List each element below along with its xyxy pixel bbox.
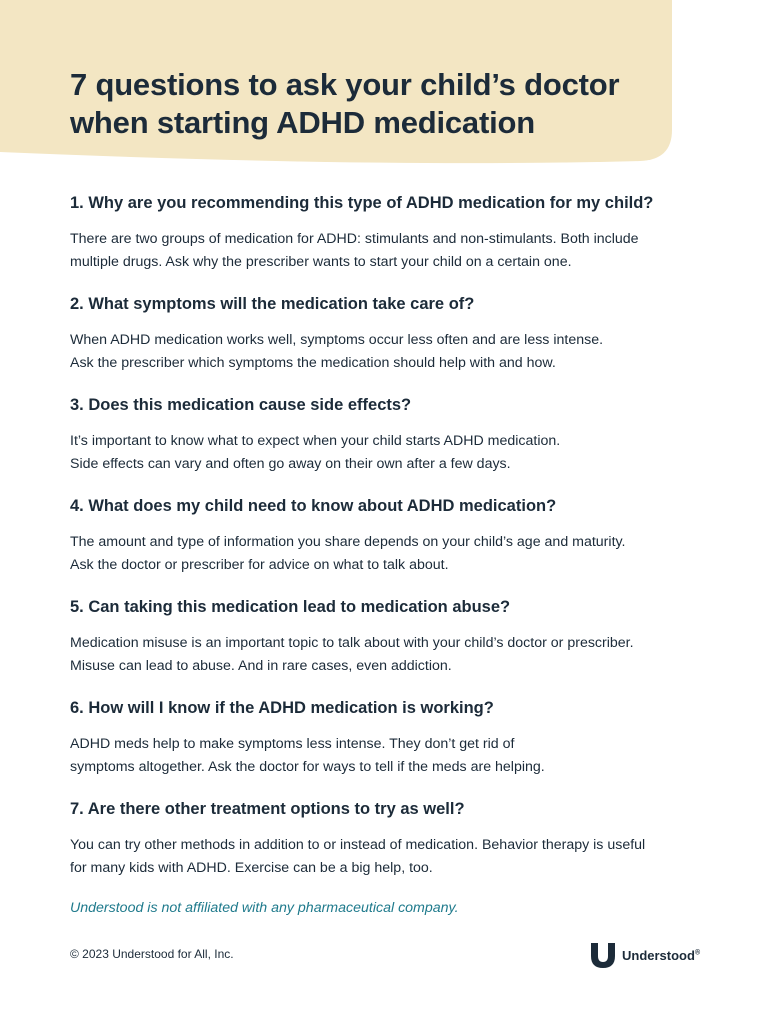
title-line-1: 7 questions to ask your child’s doctor — [70, 67, 620, 102]
answer-text: The amount and type of information you share depends on your child’s age and maturity. Ask the doctor or prescriber for advice on what to talk about. — [70, 534, 626, 573]
question-heading: 6. How will I know if the ADHD medication is working? — [70, 699, 494, 717]
understood-logo-icon — [590, 941, 616, 969]
question-heading: 7. Are there other treatment options to try as well? — [70, 800, 465, 818]
question-heading: 1. Why are you recommending this type of ADHD medication for my child? — [70, 194, 654, 212]
question-item-2 — [70, 293, 710, 394]
question-item-6 — [70, 697, 710, 798]
answer-text: There are two groups of medication for ADHD: stimulants and non-stimulants. Both include multiple drugs. Ask why the prescriber wants to start your child on a certain one. — [70, 231, 639, 270]
page-title — [70, 66, 690, 142]
questions-list — [70, 192, 710, 899]
answer-text: Medication misuse is an important topic to talk about with your child’s doctor or prescriber. Misuse can lead to abuse. And in rare cases, even addiction. — [70, 635, 634, 674]
question-item-7 — [70, 798, 710, 899]
question-heading: 4. What does my child need to know about ADHD medication? — [70, 497, 557, 515]
copyright: © 2023 Understood for All, Inc. — [70, 947, 234, 961]
question-item-5 — [70, 596, 710, 697]
registered-mark: ® — [694, 949, 701, 957]
question-heading: 3. Does this medication cause side effects? — [70, 396, 412, 414]
answer-text: ADHD meds help to make symptoms less intense. They don’t get rid of symptoms altogether. Ask the doctor for ways to tell if the meds are helping. — [70, 736, 545, 775]
brand-name: Understood® — [622, 947, 701, 963]
answer-text: You can try other methods in addition to or instead of medication. Behavior therapy is useful for many kids with ADHD. Exercise can be a big help, too. — [70, 837, 646, 876]
question-item-1 — [70, 192, 710, 293]
disclaimer: Understood is not affiliated with any pharmaceutical company. — [70, 900, 459, 916]
question-heading: 5. Can taking this medication lead to medication abuse? — [70, 598, 511, 616]
question-item-3 — [70, 394, 710, 495]
title-line-2: when starting ADHD medication — [70, 105, 535, 140]
answer-text: It’s important to know what to expect when your child starts ADHD medication. Side effects can vary and often go away on their own after a few days. — [70, 433, 561, 472]
answer-text: When ADHD medication works well, symptoms occur less often and are less intense. Ask the prescriber which symptoms the medication should help with and how. — [70, 332, 604, 371]
question-item-4 — [70, 495, 710, 596]
brand-logo — [590, 940, 700, 970]
question-heading: 2. What symptoms will the medication take care of? — [70, 295, 475, 313]
